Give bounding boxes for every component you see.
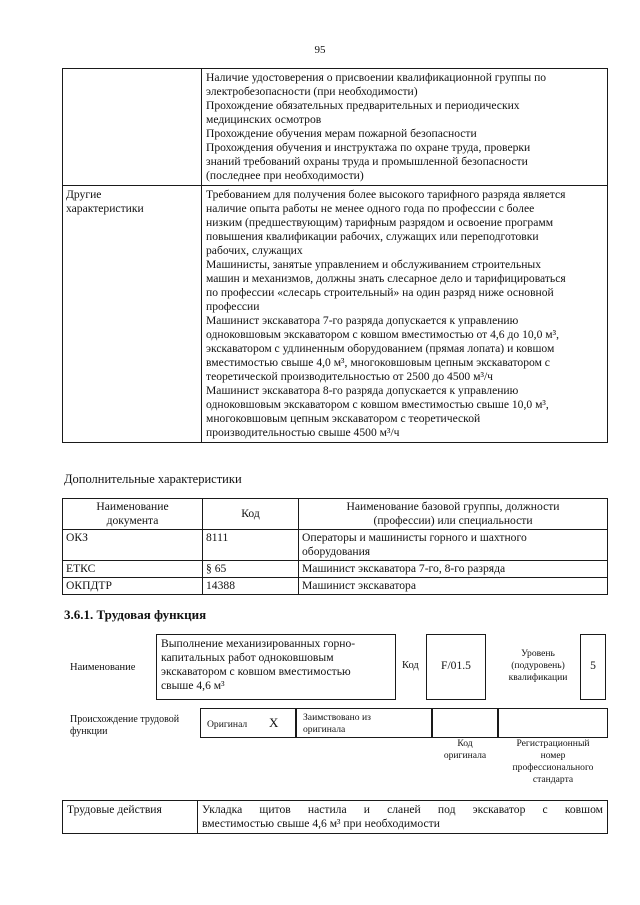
characteristic-line: теоретической производительностью от 2500 до 4500 м³/ч xyxy=(206,370,493,383)
characteristic-line: наличие опыта работы не менее одного года по профессии с более xyxy=(206,202,535,215)
qualification-requirements-table xyxy=(62,68,608,443)
labor-actions-table xyxy=(62,800,608,834)
characteristic-line: одноковшовым экскаватором с ковшом вместимостью свыше 10,0 м³, xyxy=(206,398,549,411)
characteristic-line: одноковшовым экскаватором с ковшом вместимостью от 4,6 до 10,0 м³, xyxy=(206,328,559,341)
code-cell: 8111 xyxy=(203,530,299,561)
characteristic-line: производительностью свыше 4500 м³/ч xyxy=(206,426,400,439)
characteristic-line: Машинист экскаватора 8-го разряда допускается к управлению xyxy=(206,384,519,397)
characteristic-line: Машинисты, занятые управлением и обслуживанием строительных xyxy=(206,258,542,271)
actions-cell: Укладка щитов настила и сланей под экскаватор с ковшом вместимостью свыше 4,6 м³ при необходимости xyxy=(198,801,608,834)
characteristic-line: рабочих, служащих xyxy=(206,244,303,257)
table-row xyxy=(63,69,608,186)
header-code: Код xyxy=(203,499,299,530)
requirement-line: электробезопасности (при необходимости) xyxy=(206,85,418,98)
function-name-box: Выполнение механизированных горно- капитальных работ одноковшовым экскаватором с ковшом вместимостью свыше 4,6 м³ xyxy=(156,634,396,700)
additional-characteristics-table xyxy=(62,498,608,595)
requirement-line: Наличие удостоверения о присвоении квалификационной группы по xyxy=(206,71,547,84)
header-base-group: Наименование базовой группы, должности (профессии) или специальности xyxy=(299,499,608,530)
original-code-cell xyxy=(432,708,498,738)
registration-number-cell xyxy=(498,708,608,738)
table-row xyxy=(63,530,608,561)
page-number: 95 xyxy=(314,44,326,56)
row-label-other: Другие характеристики xyxy=(63,186,202,443)
characteristic-line: Требованием для получения более высокого тарифного разряда является xyxy=(206,188,566,201)
characteristic-line: низким (предшествующим) тарифным разрядом и освоение программ xyxy=(206,216,554,229)
requirements-cell xyxy=(202,69,608,186)
code-cell: 14388 xyxy=(203,578,299,595)
row-label-empty xyxy=(63,69,202,186)
level-value-box: 5 xyxy=(580,634,606,700)
requirement-line: Прохождение обучения мерам пожарной безопасности xyxy=(206,127,477,140)
requirement-line: знаний требований охраны труда и промышленной безопасности xyxy=(206,155,528,168)
table-row xyxy=(63,801,608,834)
doc-cell: ОКЗ xyxy=(63,530,203,561)
characteristic-line: профессии xyxy=(206,300,260,313)
requirement-line: (последнее при необходимости) xyxy=(206,169,364,182)
requirement-line: медицинских осмотров xyxy=(206,113,322,126)
base-group-cell: Машинист экскаватора 7-го, 8-го разряда xyxy=(299,561,608,578)
additional-characteristics-title: Дополнительные характеристики xyxy=(64,472,242,486)
original-label: Оригинал xyxy=(207,719,248,730)
labor-function-title: 3.6.1. Трудовая функция xyxy=(64,607,207,622)
table-row xyxy=(63,186,608,443)
table-header-row xyxy=(63,499,608,530)
level-label: Уровень (подуровень) квалификации xyxy=(508,648,568,683)
characteristic-line: многоковшовым цепным экскаватором с теоретической xyxy=(206,412,481,425)
original-code-label: Код оригинала xyxy=(443,738,487,761)
doc-cell: ОКПДТР xyxy=(63,578,203,595)
characteristic-line: повышения квалификации рабочих, служащих или переподготовки xyxy=(206,230,539,243)
other-characteristics-cell xyxy=(202,186,608,443)
requirement-line: Прохождения обучения и инструктажа по охране труда, проверки xyxy=(206,141,531,154)
characteristic-line: экскаватором с удлиненным оборудованием (прямая лопата) и ковшом xyxy=(206,342,555,355)
base-group-cell: Машинист экскаватора xyxy=(299,578,608,595)
code-cell: § 65 xyxy=(203,561,299,578)
characteristic-line: Машинист экскаватора 7-го разряда допускается к управлению xyxy=(206,314,519,327)
name-label: Наименование xyxy=(70,662,136,673)
base-group-cell: Операторы и машинисты горного и шахтного оборудования xyxy=(299,530,608,561)
actions-label: Трудовые действия xyxy=(63,801,198,834)
characteristic-line: машин и механизмов, должны знать слесарное дело и тарифицироваться xyxy=(206,272,566,285)
original-cell xyxy=(200,708,296,738)
registration-number-label: Регистрационный номер профессионального стандарта xyxy=(512,738,594,785)
requirement-line: Прохождение обязательных предварительных и периодических xyxy=(206,99,520,112)
table-row xyxy=(63,561,608,578)
characteristic-line: по профессии «слесарь строительный» на один разряд ниже основной xyxy=(206,286,554,299)
characteristic-line: вместимостью свыше 4,0 м³, многоковшовым цепным экскаватором с xyxy=(206,356,550,369)
original-mark: X xyxy=(269,715,279,730)
function-code-box: F/01.5 xyxy=(426,634,486,700)
header-document-name: Наименование документа xyxy=(63,499,203,530)
code-label: Код xyxy=(402,660,419,671)
table-row xyxy=(63,578,608,595)
origin-label: Происхождение трудовой функции xyxy=(70,714,180,737)
doc-cell: ЕТКС xyxy=(63,561,203,578)
borrowed-cell: Заимствовано из оригинала xyxy=(296,708,432,738)
